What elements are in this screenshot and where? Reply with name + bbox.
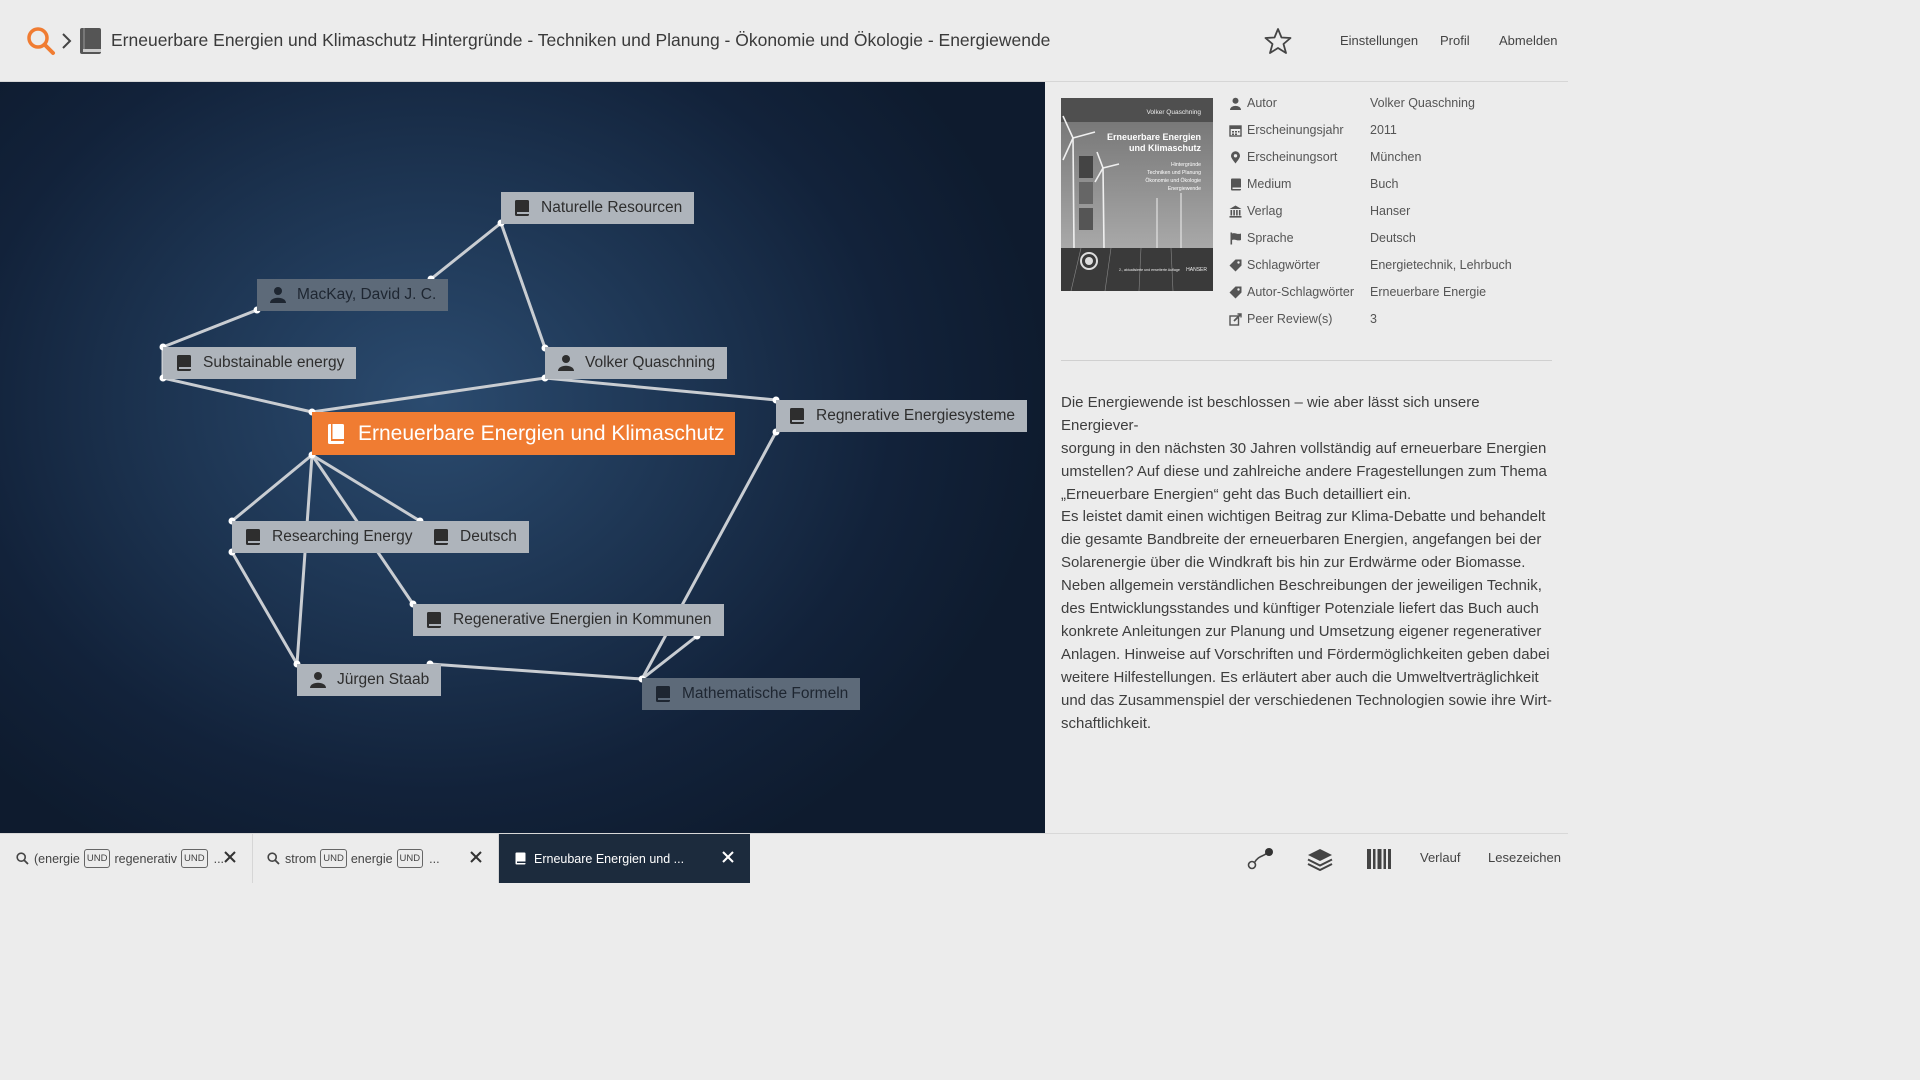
chevron-right-icon	[61, 32, 73, 50]
graph-edge	[430, 664, 642, 679]
description-line: und das Zusammenspiel der verschiedenen Technologien sowie ihre Wirt-	[1061, 692, 1552, 709]
meta-label: Autor	[1247, 96, 1277, 110]
book-icon	[788, 407, 806, 425]
person-icon	[557, 354, 575, 372]
close-icon[interactable]	[470, 851, 482, 863]
tab-label: Erneubare Energien und ...	[534, 851, 685, 866]
description-line: „Erneuerbare Energien“ geht das Buch detailliert ein.	[1061, 486, 1412, 503]
graph-edge	[163, 310, 257, 347]
ellipsis: ...	[429, 851, 440, 866]
graph-node-book[interactable]	[776, 400, 1027, 432]
close-icon[interactable]	[722, 851, 734, 863]
cover-publisher: HANSER	[1186, 267, 1207, 273]
person-icon	[309, 671, 327, 689]
description-line: weitere Hilfestellungen. Es erläutert aber auch die Umweltverträglichkeit	[1061, 669, 1539, 686]
meta-row-place	[1229, 148, 1421, 166]
meta-label: Medium	[1247, 177, 1292, 191]
description-line: sorgung in den nächsten 30 Jahren vollständig auf erneuerbare Energien	[1061, 440, 1547, 457]
meta-label: Sprache	[1247, 231, 1294, 245]
peer-review-icon	[1229, 313, 1242, 326]
location-pin-icon	[1229, 151, 1242, 164]
graph-node-book[interactable]	[420, 521, 529, 553]
description-line: umstellen? Auf diese und zahlreiche andere Fragestellungen zum Thema	[1061, 463, 1547, 480]
library-shelf-icon[interactable]	[1366, 847, 1392, 871]
book-icon	[425, 611, 443, 629]
graph-edge	[232, 455, 312, 521]
header-bar	[0, 0, 1568, 82]
history-link[interactable]: Verlauf	[1420, 850, 1461, 865]
graph-node-label: Volker Quaschning	[585, 354, 716, 371]
graph-view-icon[interactable]	[1247, 847, 1273, 871]
meta-value[interactable]: 3	[1370, 312, 1377, 326]
operator-badge: UND	[397, 849, 424, 868]
person-icon	[269, 286, 287, 304]
search-term: regenerativ	[114, 851, 178, 866]
meta-row-author	[1229, 94, 1475, 112]
page-title: Erneuerbare Energien und Klimaschutz Hintergründe - Techniken und Planung - Ökonomie und Ökologie - Energiewende	[111, 30, 1051, 50]
description-line: schaftlichkeit.	[1061, 715, 1152, 732]
graph-node-book[interactable]	[163, 347, 356, 379]
cover-author: Volker Quaschning	[1146, 109, 1201, 116]
graph-node-person[interactable]	[297, 664, 441, 696]
cover-edition: 2., aktualisierte und erweiterte Auflage	[1119, 268, 1180, 272]
description-line: Anlagen. Hinweise auf Vorschriften und Fördermöglichkeiten geben dabei	[1061, 646, 1550, 663]
meta-value[interactable]: Buch	[1370, 177, 1399, 191]
description-line: Es leistet damit einen wichtigen Beitrag zur Klima-Debatte und behandelt	[1061, 508, 1546, 525]
person-icon	[1229, 97, 1242, 110]
ellipsis: ...	[213, 851, 225, 866]
profile-link[interactable]: Profil	[1440, 33, 1470, 48]
description-line: Solarenergie über die Windkraft bis hin zur Erdwärme oder Biomasse.	[1061, 554, 1526, 571]
cover-title: Erneuerbare Energien	[1106, 132, 1201, 142]
tag-icon	[1229, 286, 1242, 299]
graph-edge	[501, 223, 545, 348]
operator-badge: UND	[320, 849, 347, 868]
operator-badge: UND	[181, 849, 208, 868]
graph-edge	[642, 636, 697, 679]
cover-subtitle: Hintergründe	[1171, 162, 1201, 168]
graph-node-label: Mathematische Formeln	[682, 685, 849, 702]
graph-node-label: MacKay, David J. C.	[297, 286, 437, 303]
graph-node-label: Substainable energy	[203, 354, 345, 371]
meta-row-keywords	[1229, 256, 1512, 274]
settings-link[interactable]: Einstellungen	[1340, 33, 1419, 48]
tab-search-1[interactable]	[0, 834, 253, 883]
graph-node-book[interactable]	[501, 192, 694, 224]
book-icon	[326, 423, 346, 445]
book-icon	[175, 354, 193, 372]
description-line: Neben allgemein verständlichen Beschreibungen der jeweiligen Technik,	[1061, 577, 1542, 594]
graph-node-center[interactable]	[312, 412, 735, 455]
logout-link[interactable]: Abmelden	[1499, 33, 1558, 48]
graph-node-label: Regnerative Energiesysteme	[816, 407, 1016, 424]
cover-title: und Klimaschutz	[1128, 143, 1201, 153]
graph-node-label: Regenerative Energien in Kommunen	[453, 611, 712, 628]
book-icon	[1229, 178, 1242, 191]
bookmarks-link[interactable]: Lesezeichen	[1488, 850, 1561, 865]
meta-label: Erscheinungsjahr	[1247, 123, 1344, 137]
search-icon[interactable]	[26, 26, 56, 56]
layers-icon[interactable]	[1307, 847, 1333, 871]
search-term: (energie	[34, 851, 80, 866]
graph-node-person[interactable]	[545, 347, 727, 379]
meta-value[interactable]: 2011	[1370, 123, 1397, 137]
cover-subtitle: Ökonomie und Ökologie	[1145, 178, 1201, 184]
book-icon	[244, 528, 262, 546]
graph-edge	[312, 378, 545, 412]
divider	[1061, 360, 1552, 361]
graph-node-person[interactable]	[257, 279, 448, 311]
search-term: energie	[350, 851, 393, 866]
book-icon	[79, 27, 103, 55]
book-icon	[513, 199, 531, 217]
meta-row-peer-reviews	[1229, 310, 1377, 328]
graph-edge	[163, 378, 312, 412]
graph-edge	[232, 552, 297, 664]
search-icon	[267, 852, 280, 865]
graph-view[interactable]	[0, 82, 1045, 833]
graph-edge	[545, 378, 776, 400]
book-icon	[515, 852, 526, 865]
tab-document-active[interactable]	[499, 834, 750, 883]
description-paragraph	[1061, 505, 1553, 735]
meta-label: Peer Review(s)	[1247, 312, 1333, 326]
tag-icon	[1229, 259, 1242, 272]
calendar-icon	[1229, 124, 1242, 137]
meta-row-author-keywords	[1229, 283, 1486, 301]
meta-value[interactable]: Deutsch	[1370, 231, 1416, 245]
flag-icon	[1229, 232, 1242, 245]
meta-row-medium	[1229, 175, 1399, 193]
graph-node-label: Researching Energy	[272, 528, 413, 545]
footer-bar	[0, 833, 1568, 882]
close-icon[interactable]	[224, 851, 236, 863]
meta-row-language	[1229, 229, 1416, 247]
meta-value[interactable]: Energietechnik, Lehrbuch	[1370, 258, 1512, 272]
description-line: des Entwicklungsstandes und künftiger Potenziale liefert das Buch auch	[1061, 600, 1539, 617]
meta-row-year	[1229, 121, 1397, 139]
book-icon	[432, 528, 450, 546]
book-cover-image	[1061, 98, 1213, 291]
detail-panel	[1045, 82, 1568, 833]
graph-node-book[interactable]	[232, 521, 424, 553]
tab-search-2[interactable]	[253, 834, 499, 883]
meta-value[interactable]: Volker Quaschning	[1370, 96, 1475, 110]
graph-edge	[297, 455, 312, 664]
meta-label: Schlagwörter	[1247, 258, 1320, 272]
graph-edge	[431, 223, 501, 279]
description-paragraph	[1061, 391, 1553, 506]
meta-label: Verlag	[1247, 204, 1283, 218]
cover-subtitle: Techniken und Planung	[1147, 170, 1201, 176]
graph-node-book[interactable]	[413, 604, 724, 636]
meta-value[interactable]: Erneuerbare Energie	[1370, 285, 1487, 299]
graph-node-label: Naturelle Resourcen	[541, 199, 683, 216]
search-icon	[16, 852, 29, 865]
meta-row-publisher	[1229, 202, 1410, 220]
graph-node-book[interactable]	[642, 678, 860, 710]
meta-label: Erscheinungsort	[1247, 150, 1338, 164]
meta-value[interactable]: Hanser	[1370, 204, 1411, 218]
meta-value[interactable]: München	[1370, 150, 1422, 164]
operator-badge: UND	[84, 849, 111, 868]
graph-node-label: Erneuerbare Energien und Klimaschutz	[358, 421, 725, 445]
building-icon	[1229, 205, 1242, 218]
meta-label: Autor-Schlagwörter	[1247, 285, 1354, 299]
graph-edge	[642, 432, 776, 679]
graph-node-label: Jürgen Staab	[337, 671, 430, 688]
graph-edge	[312, 455, 420, 521]
search-term: strom	[285, 851, 317, 866]
description-line: die gesamte Bandbreite der erneuerbaren Energien, angefangen bei der	[1061, 531, 1542, 548]
bookmark-star-icon[interactable]	[1264, 27, 1292, 55]
description-line: Die Energiewende ist beschlossen – wie aber lässt sich unsere Energiever-	[1061, 394, 1480, 434]
description-line: konkrete Anleitungen zur Planung und Umsetzung eigener regenerativer	[1061, 623, 1542, 640]
graph-node-label: Deutsch	[460, 528, 517, 545]
book-icon	[654, 685, 672, 703]
cover-subtitle: Energiewende	[1167, 186, 1201, 192]
